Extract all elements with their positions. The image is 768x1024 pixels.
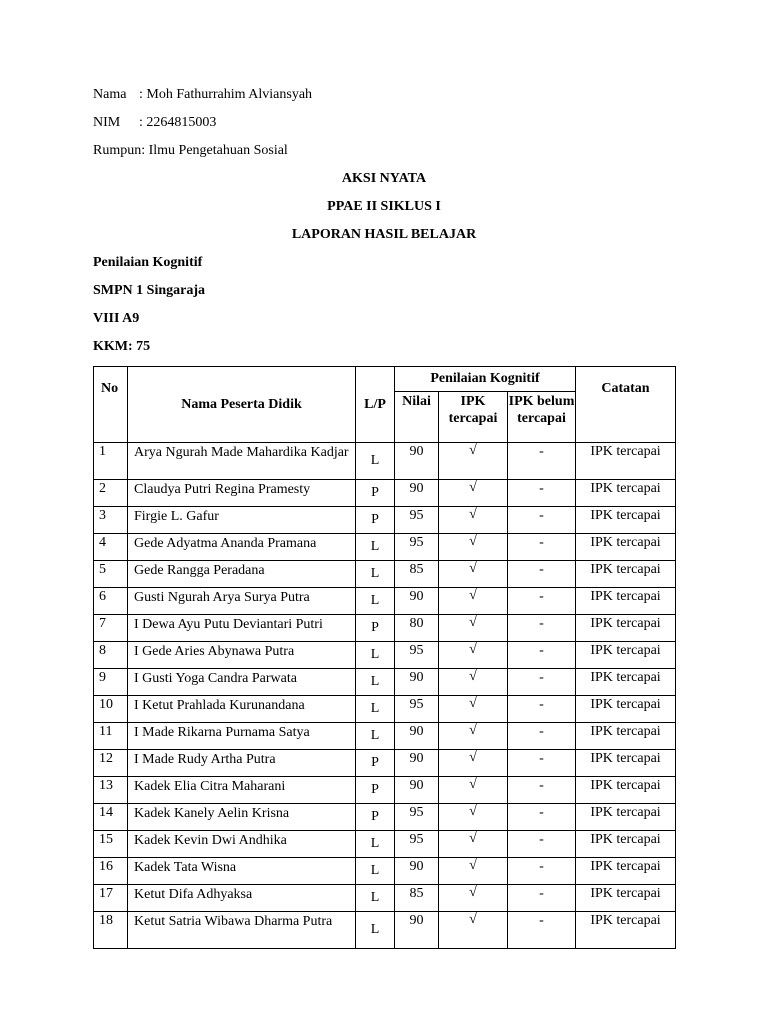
- table-row: [94, 443, 676, 480]
- table-row: [94, 615, 676, 642]
- name-value: : Moh Fathurrahim Alviansyah: [139, 87, 313, 102]
- row-no: 3: [94, 507, 128, 534]
- row-lp: L: [356, 696, 395, 723]
- check-icon: √: [439, 443, 508, 480]
- row-nilai: 90: [395, 669, 439, 696]
- student-name-line: [93, 87, 312, 103]
- kkm-value: KKM: 75: [93, 339, 151, 354]
- check-icon: √: [439, 561, 508, 588]
- row-name: I Dewa Ayu Putu Deviantari Putri: [128, 615, 356, 642]
- row-catatan: IPK tercapai: [576, 443, 676, 480]
- row-lp: L: [356, 831, 395, 858]
- row-lp: P: [356, 480, 395, 507]
- row-no: 16: [94, 858, 128, 885]
- row-belum: -: [508, 534, 576, 561]
- table-row: [94, 885, 676, 912]
- row-nilai: 90: [395, 443, 439, 480]
- row-lp: L: [356, 534, 395, 561]
- row-lp: L: [356, 588, 395, 615]
- check-icon: √: [439, 669, 508, 696]
- name-label: Nama: [93, 87, 127, 102]
- check-icon: √: [439, 831, 508, 858]
- row-name: Ketut Difa Adhyaksa: [128, 885, 356, 912]
- row-no: 17: [94, 885, 128, 912]
- row-name: Kadek Kanely Aelin Krisna: [128, 804, 356, 831]
- check-icon: √: [439, 804, 508, 831]
- table-row: [94, 561, 676, 588]
- row-belum: -: [508, 443, 576, 480]
- row-no: 8: [94, 642, 128, 669]
- row-catatan: IPK tercapai: [576, 804, 676, 831]
- table-row: [94, 723, 676, 750]
- check-icon: √: [439, 777, 508, 804]
- row-no: 6: [94, 588, 128, 615]
- nim-value: : 2264815003: [139, 115, 217, 130]
- row-lp: P: [356, 750, 395, 777]
- row-no: 12: [94, 750, 128, 777]
- table-row: [94, 777, 676, 804]
- row-lp: P: [356, 507, 395, 534]
- rumpun-line: Rumpun: Ilmu Pengetahuan Sosial: [93, 143, 288, 158]
- row-name: Arya Ngurah Made Mahardika Kadjar: [128, 443, 356, 480]
- row-nilai: 90: [395, 588, 439, 615]
- check-icon: √: [439, 534, 508, 561]
- row-catatan: IPK tercapai: [576, 588, 676, 615]
- nim-label: NIM: [93, 115, 121, 130]
- row-catatan: IPK tercapai: [576, 669, 676, 696]
- row-belum: -: [508, 777, 576, 804]
- row-nilai: 90: [395, 723, 439, 750]
- row-belum: -: [508, 831, 576, 858]
- table-row: [94, 696, 676, 723]
- row-catatan: IPK tercapai: [576, 885, 676, 912]
- row-nilai: 90: [395, 777, 439, 804]
- header-ipk-belum-tercapai: IPK belum tercapai: [508, 392, 576, 443]
- row-lp: L: [356, 723, 395, 750]
- row-nilai: 95: [395, 696, 439, 723]
- row-no: 5: [94, 561, 128, 588]
- table-row: [94, 642, 676, 669]
- check-icon: √: [439, 723, 508, 750]
- check-icon: √: [439, 615, 508, 642]
- row-lp: L: [356, 885, 395, 912]
- title-aksi-nyata: AKSI NYATA: [341, 171, 427, 186]
- row-no: 1: [94, 443, 128, 480]
- row-nilai: 95: [395, 642, 439, 669]
- row-no: 9: [94, 669, 128, 696]
- row-catatan: IPK tercapai: [576, 534, 676, 561]
- row-no: 4: [94, 534, 128, 561]
- school-name: SMPN 1 Singaraja: [93, 283, 205, 298]
- row-nilai: 90: [395, 750, 439, 777]
- row-lp: L: [356, 561, 395, 588]
- row-catatan: IPK tercapai: [576, 831, 676, 858]
- row-belum: -: [508, 858, 576, 885]
- row-belum: -: [508, 750, 576, 777]
- row-nilai: 85: [395, 561, 439, 588]
- header-lp: L/P: [356, 367, 395, 443]
- row-name: I Made Rikarna Purnama Satya: [128, 723, 356, 750]
- row-belum: -: [508, 588, 576, 615]
- table-row: [94, 588, 676, 615]
- row-catatan: IPK tercapai: [576, 777, 676, 804]
- row-no: 18: [94, 912, 128, 949]
- header-name: Nama Peserta Didik: [128, 367, 356, 443]
- row-name: I Gusti Yoga Candra Parwata: [128, 669, 356, 696]
- row-catatan: IPK tercapai: [576, 642, 676, 669]
- table-row: [94, 912, 676, 949]
- row-lp: L: [356, 642, 395, 669]
- table-row: [94, 480, 676, 507]
- row-lp: L: [356, 912, 395, 949]
- table-row: [94, 858, 676, 885]
- row-catatan: IPK tercapai: [576, 561, 676, 588]
- row-nilai: 90: [395, 858, 439, 885]
- row-name: Kadek Tata Wisna: [128, 858, 356, 885]
- check-icon: √: [439, 507, 508, 534]
- row-name: Kadek Elia Citra Maharani: [128, 777, 356, 804]
- row-nilai: 95: [395, 831, 439, 858]
- check-icon: √: [439, 912, 508, 949]
- check-icon: √: [439, 696, 508, 723]
- table-row: [94, 669, 676, 696]
- table-row: [94, 534, 676, 561]
- header-ipk-tercapai: IPK tercapai: [439, 392, 508, 443]
- row-belum: -: [508, 912, 576, 949]
- row-lp: P: [356, 615, 395, 642]
- row-catatan: IPK tercapai: [576, 480, 676, 507]
- header-penilaian-kognitif: Penilaian Kognitif: [395, 367, 576, 392]
- check-icon: √: [439, 480, 508, 507]
- row-lp: L: [356, 669, 395, 696]
- row-name: Claudya Putri Regina Pramesty: [128, 480, 356, 507]
- header-catatan: Catatan: [576, 367, 676, 443]
- row-lp: L: [356, 858, 395, 885]
- row-belum: -: [508, 804, 576, 831]
- row-name: I Made Rudy Artha Putra: [128, 750, 356, 777]
- row-belum: -: [508, 642, 576, 669]
- row-belum: -: [508, 615, 576, 642]
- table-row: [94, 750, 676, 777]
- table-row: [94, 831, 676, 858]
- row-name: Ketut Satria Wibawa Dharma Putra: [128, 912, 356, 949]
- row-nilai: 95: [395, 534, 439, 561]
- title-siklus: PPAE II SIKLUS I: [327, 199, 441, 214]
- row-catatan: IPK tercapai: [576, 750, 676, 777]
- assessment-heading: Penilaian Kognitif: [93, 255, 203, 270]
- row-nilai: 95: [395, 804, 439, 831]
- row-no: 13: [94, 777, 128, 804]
- row-no: 10: [94, 696, 128, 723]
- row-belum: -: [508, 723, 576, 750]
- row-lp: P: [356, 777, 395, 804]
- row-name: Gusti Ngurah Arya Surya Putra: [128, 588, 356, 615]
- row-name: Kadek Kevin Dwi Andhika: [128, 831, 356, 858]
- row-no: 7: [94, 615, 128, 642]
- row-name: I Gede Aries Abynawa Putra: [128, 642, 356, 669]
- table-row: [94, 804, 676, 831]
- row-lp: P: [356, 804, 395, 831]
- row-name: I Ketut Prahlada Kurunandana: [128, 696, 356, 723]
- row-nilai: 85: [395, 885, 439, 912]
- row-no: 14: [94, 804, 128, 831]
- row-catatan: IPK tercapai: [576, 615, 676, 642]
- class-name: VIII A9: [93, 311, 140, 326]
- table-row: [94, 507, 676, 534]
- row-belum: -: [508, 696, 576, 723]
- row-catatan: IPK tercapai: [576, 858, 676, 885]
- row-name: Gede Rangga Peradana: [128, 561, 356, 588]
- row-belum: -: [508, 669, 576, 696]
- row-catatan: IPK tercapai: [576, 696, 676, 723]
- check-icon: √: [439, 885, 508, 912]
- row-belum: -: [508, 480, 576, 507]
- row-nilai: 80: [395, 615, 439, 642]
- row-nilai: 90: [395, 480, 439, 507]
- row-no: 15: [94, 831, 128, 858]
- row-catatan: IPK tercapai: [576, 723, 676, 750]
- row-nilai: 90: [395, 912, 439, 949]
- row-belum: -: [508, 561, 576, 588]
- row-belum: -: [508, 885, 576, 912]
- check-icon: √: [439, 750, 508, 777]
- row-nilai: 95: [395, 507, 439, 534]
- check-icon: √: [439, 588, 508, 615]
- grades-table: [93, 366, 676, 949]
- row-catatan: IPK tercapai: [576, 507, 676, 534]
- row-name: Gede Adyatma Ananda Pramana: [128, 534, 356, 561]
- header-nilai: Nilai: [395, 392, 439, 443]
- row-belum: -: [508, 507, 576, 534]
- check-icon: √: [439, 858, 508, 885]
- row-catatan: IPK tercapai: [576, 912, 676, 949]
- title-laporan: LAPORAN HASIL BELAJAR: [291, 227, 477, 242]
- check-icon: √: [439, 642, 508, 669]
- row-name: Firgie L. Gafur: [128, 507, 356, 534]
- row-no: 2: [94, 480, 128, 507]
- header-no: No: [94, 367, 128, 443]
- row-no: 11: [94, 723, 128, 750]
- nim-line: [93, 115, 216, 131]
- row-lp: L: [356, 443, 395, 480]
